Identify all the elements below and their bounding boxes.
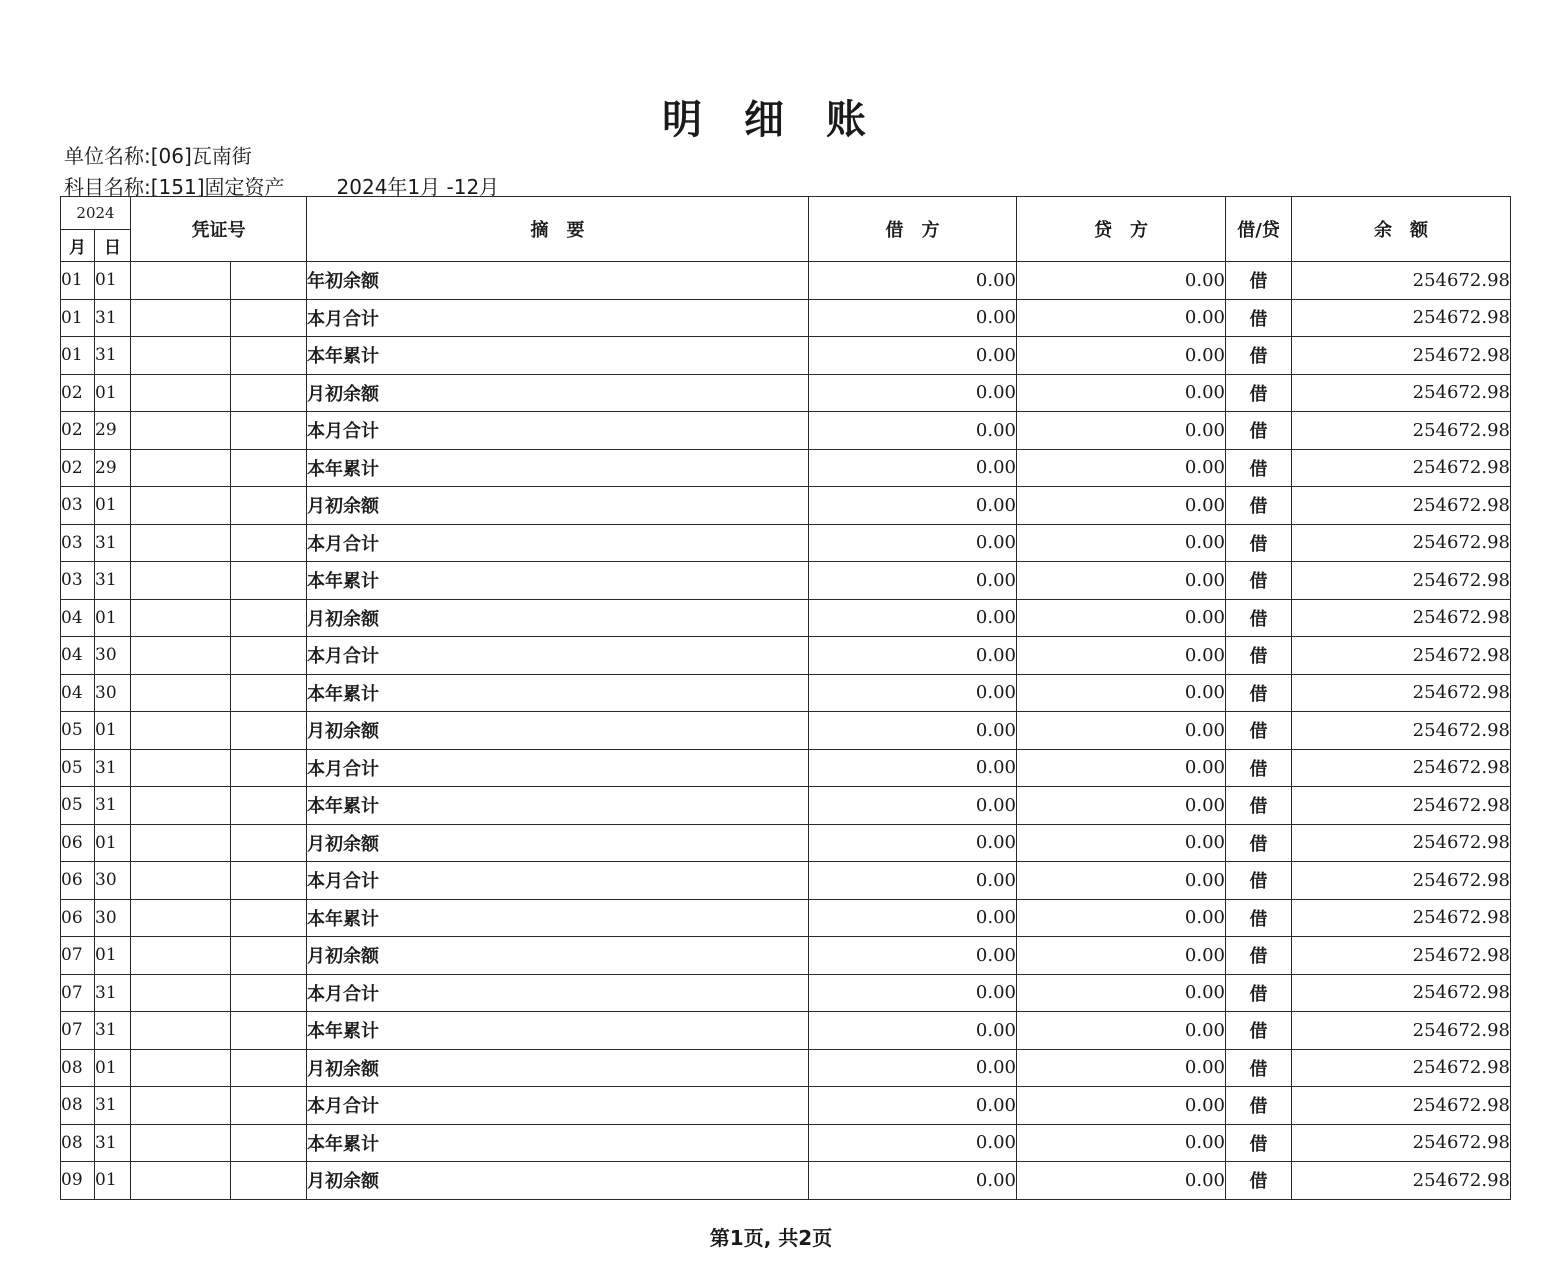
row-direction: 借 [1226, 412, 1292, 450]
row-voucher-type [131, 374, 231, 412]
row-voucher-type [131, 749, 231, 787]
table-row [61, 1087, 1511, 1125]
ledger-table [60, 196, 1511, 1200]
row-day: 31 [95, 562, 131, 600]
table-row [61, 599, 1511, 637]
row-credit: 0.00 [1017, 449, 1226, 487]
row-debit: 0.00 [809, 1049, 1017, 1087]
row-summary: 本年累计 [307, 787, 809, 825]
row-day: 01 [95, 712, 131, 750]
table-row [61, 1162, 1511, 1200]
period-text: 2024年1月 -12月 [336, 175, 500, 199]
row-credit: 0.00 [1017, 374, 1226, 412]
row-debit: 0.00 [809, 712, 1017, 750]
table-row [61, 862, 1511, 900]
table-row [61, 787, 1511, 825]
header-month: 月 [61, 230, 95, 262]
header-voucher: 凭证号 [131, 197, 307, 262]
row-summary: 本年累计 [307, 449, 809, 487]
row-voucher-number [231, 262, 307, 300]
table-row [61, 262, 1511, 300]
row-credit: 0.00 [1017, 262, 1226, 300]
row-month: 09 [61, 1162, 95, 1200]
table-row [61, 1049, 1511, 1087]
row-credit: 0.00 [1017, 1162, 1226, 1200]
table-row [61, 487, 1511, 525]
table-row [61, 449, 1511, 487]
row-month: 06 [61, 899, 95, 937]
row-summary: 本年累计 [307, 337, 809, 375]
row-day: 01 [95, 1162, 131, 1200]
row-voucher-number [231, 299, 307, 337]
row-balance: 254672.98 [1292, 412, 1511, 450]
row-month: 03 [61, 562, 95, 600]
row-debit: 0.00 [809, 787, 1017, 825]
unit-name-text: 单位名称:[06]瓦南街 [64, 144, 252, 168]
row-summary: 本月合计 [307, 749, 809, 787]
row-month: 05 [61, 712, 95, 750]
row-voucher-number [231, 787, 307, 825]
row-voucher-type [131, 1087, 231, 1125]
table-row [61, 974, 1511, 1012]
row-balance: 254672.98 [1292, 337, 1511, 375]
row-voucher-number [231, 749, 307, 787]
row-summary: 月初余额 [307, 824, 809, 862]
row-voucher-number [231, 412, 307, 450]
row-credit: 0.00 [1017, 637, 1226, 675]
table-row [61, 1012, 1511, 1050]
header-balance: 余 额 [1292, 197, 1511, 262]
row-voucher-type [131, 937, 231, 975]
row-summary: 月初余额 [307, 937, 809, 975]
row-voucher-number [231, 562, 307, 600]
row-direction: 借 [1226, 1049, 1292, 1087]
row-voucher-type [131, 487, 231, 525]
row-voucher-number [231, 937, 307, 975]
row-balance: 254672.98 [1292, 1124, 1511, 1162]
row-balance: 254672.98 [1292, 262, 1511, 300]
row-summary: 年初余额 [307, 262, 809, 300]
row-summary: 月初余额 [307, 712, 809, 750]
row-debit: 0.00 [809, 337, 1017, 375]
table-row [61, 749, 1511, 787]
row-debit: 0.00 [809, 1162, 1017, 1200]
row-summary: 本月合计 [307, 637, 809, 675]
row-month: 07 [61, 1012, 95, 1050]
row-debit: 0.00 [809, 487, 1017, 525]
row-day: 31 [95, 299, 131, 337]
row-month: 02 [61, 374, 95, 412]
row-balance: 254672.98 [1292, 487, 1511, 525]
row-direction: 借 [1226, 1124, 1292, 1162]
row-month: 07 [61, 937, 95, 975]
row-credit: 0.00 [1017, 712, 1226, 750]
row-direction: 借 [1226, 1012, 1292, 1050]
table-row [61, 937, 1511, 975]
row-summary: 本月合计 [307, 299, 809, 337]
header-direction: 借/贷 [1226, 197, 1292, 262]
row-credit: 0.00 [1017, 599, 1226, 637]
row-balance: 254672.98 [1292, 899, 1511, 937]
row-month: 02 [61, 449, 95, 487]
row-voucher-type [131, 1162, 231, 1200]
row-voucher-type [131, 412, 231, 450]
row-direction: 借 [1226, 824, 1292, 862]
table-row [61, 299, 1511, 337]
row-voucher-type [131, 974, 231, 1012]
row-direction: 借 [1226, 449, 1292, 487]
row-voucher-type [131, 562, 231, 600]
row-balance: 254672.98 [1292, 599, 1511, 637]
row-day: 01 [95, 374, 131, 412]
table-row [61, 562, 1511, 600]
row-day: 01 [95, 599, 131, 637]
row-day: 01 [95, 1049, 131, 1087]
row-day: 30 [95, 862, 131, 900]
row-month: 01 [61, 337, 95, 375]
row-summary: 月初余额 [307, 374, 809, 412]
row-balance: 254672.98 [1292, 974, 1511, 1012]
row-voucher-number [231, 862, 307, 900]
row-summary: 本月合计 [307, 862, 809, 900]
row-balance: 254672.98 [1292, 1012, 1511, 1050]
row-day: 01 [95, 824, 131, 862]
row-voucher-type [131, 899, 231, 937]
row-voucher-number [231, 1049, 307, 1087]
row-credit: 0.00 [1017, 1049, 1226, 1087]
row-voucher-number [231, 824, 307, 862]
row-debit: 0.00 [809, 637, 1017, 675]
row-debit: 0.00 [809, 824, 1017, 862]
row-credit: 0.00 [1017, 824, 1226, 862]
row-voucher-type [131, 787, 231, 825]
row-day: 30 [95, 899, 131, 937]
row-balance: 254672.98 [1292, 637, 1511, 675]
row-balance: 254672.98 [1292, 862, 1511, 900]
row-summary: 月初余额 [307, 1162, 809, 1200]
row-summary: 月初余额 [307, 487, 809, 525]
row-voucher-number [231, 487, 307, 525]
row-voucher-type [131, 824, 231, 862]
row-balance: 254672.98 [1292, 712, 1511, 750]
row-debit: 0.00 [809, 937, 1017, 975]
row-summary: 本月合计 [307, 1087, 809, 1125]
row-voucher-type [131, 1124, 231, 1162]
header-summary: 摘 要 [307, 197, 809, 262]
row-direction: 借 [1226, 787, 1292, 825]
row-direction: 借 [1226, 1087, 1292, 1125]
table-row [61, 524, 1511, 562]
row-direction: 借 [1226, 524, 1292, 562]
row-summary: 本年累计 [307, 1124, 809, 1162]
row-voucher-type [131, 299, 231, 337]
row-balance: 254672.98 [1292, 374, 1511, 412]
row-credit: 0.00 [1017, 674, 1226, 712]
row-direction: 借 [1226, 599, 1292, 637]
row-direction: 借 [1226, 299, 1292, 337]
row-voucher-number [231, 899, 307, 937]
row-credit: 0.00 [1017, 487, 1226, 525]
row-voucher-number [231, 374, 307, 412]
row-voucher-type [131, 1049, 231, 1087]
table-row [61, 374, 1511, 412]
row-credit: 0.00 [1017, 937, 1226, 975]
row-debit: 0.00 [809, 524, 1017, 562]
row-credit: 0.00 [1017, 412, 1226, 450]
row-debit: 0.00 [809, 1012, 1017, 1050]
row-balance: 254672.98 [1292, 1049, 1511, 1087]
row-month: 03 [61, 524, 95, 562]
row-direction: 借 [1226, 674, 1292, 712]
row-balance: 254672.98 [1292, 1162, 1511, 1200]
header-credit: 贷 方 [1017, 197, 1226, 262]
row-day: 31 [95, 1124, 131, 1162]
header-debit: 借 方 [809, 197, 1017, 262]
row-voucher-number [231, 449, 307, 487]
row-summary: 本年累计 [307, 562, 809, 600]
row-direction: 借 [1226, 862, 1292, 900]
row-day: 31 [95, 524, 131, 562]
table-row [61, 1124, 1511, 1162]
row-direction: 借 [1226, 937, 1292, 975]
row-month: 02 [61, 412, 95, 450]
row-credit: 0.00 [1017, 862, 1226, 900]
row-direction: 借 [1226, 337, 1292, 375]
row-debit: 0.00 [809, 974, 1017, 1012]
row-debit: 0.00 [809, 412, 1017, 450]
row-debit: 0.00 [809, 1124, 1017, 1162]
row-debit: 0.00 [809, 562, 1017, 600]
row-credit: 0.00 [1017, 787, 1226, 825]
row-credit: 0.00 [1017, 899, 1226, 937]
row-direction: 借 [1226, 262, 1292, 300]
row-day: 31 [95, 1012, 131, 1050]
row-month: 04 [61, 637, 95, 675]
row-balance: 254672.98 [1292, 674, 1511, 712]
row-month: 08 [61, 1124, 95, 1162]
row-balance: 254672.98 [1292, 937, 1511, 975]
row-balance: 254672.98 [1292, 1087, 1511, 1125]
row-direction: 借 [1226, 487, 1292, 525]
row-credit: 0.00 [1017, 749, 1226, 787]
row-day: 01 [95, 487, 131, 525]
row-debit: 0.00 [809, 749, 1017, 787]
row-voucher-type [131, 1012, 231, 1050]
row-day: 29 [95, 412, 131, 450]
row-summary: 本年累计 [307, 1012, 809, 1050]
table-row [61, 674, 1511, 712]
row-credit: 0.00 [1017, 524, 1226, 562]
table-row [61, 712, 1511, 750]
subject-name-text: 科目名称:[151]固定资产 [64, 175, 285, 199]
row-voucher-type [131, 862, 231, 900]
row-summary: 本月合计 [307, 412, 809, 450]
row-month: 08 [61, 1049, 95, 1087]
row-credit: 0.00 [1017, 337, 1226, 375]
row-credit: 0.00 [1017, 1087, 1226, 1125]
row-voucher-type [131, 262, 231, 300]
page-title: 明 细 账 [662, 97, 880, 143]
row-direction: 借 [1226, 712, 1292, 750]
row-month: 04 [61, 674, 95, 712]
row-debit: 0.00 [809, 674, 1017, 712]
row-debit: 0.00 [809, 449, 1017, 487]
row-balance: 254672.98 [1292, 824, 1511, 862]
row-balance: 254672.98 [1292, 787, 1511, 825]
row-month: 05 [61, 787, 95, 825]
row-balance: 254672.98 [1292, 299, 1511, 337]
row-credit: 0.00 [1017, 299, 1226, 337]
row-day: 01 [95, 262, 131, 300]
row-debit: 0.00 [809, 299, 1017, 337]
table-row [61, 899, 1511, 937]
row-day: 01 [95, 937, 131, 975]
row-debit: 0.00 [809, 599, 1017, 637]
row-voucher-type [131, 599, 231, 637]
row-direction: 借 [1226, 1162, 1292, 1200]
row-credit: 0.00 [1017, 1012, 1226, 1050]
row-day: 31 [95, 749, 131, 787]
row-month: 06 [61, 862, 95, 900]
unit-name [64, 140, 252, 169]
row-summary: 本年累计 [307, 899, 809, 937]
row-voucher-number [231, 712, 307, 750]
row-voucher-number [231, 1124, 307, 1162]
row-debit: 0.00 [809, 1087, 1017, 1125]
row-voucher-type [131, 337, 231, 375]
row-direction: 借 [1226, 562, 1292, 600]
row-voucher-number [231, 599, 307, 637]
row-day: 31 [95, 974, 131, 1012]
row-day: 31 [95, 1087, 131, 1125]
row-debit: 0.00 [809, 262, 1017, 300]
row-voucher-number [231, 524, 307, 562]
row-direction: 借 [1226, 974, 1292, 1012]
row-summary: 本月合计 [307, 974, 809, 1012]
row-balance: 254672.98 [1292, 449, 1511, 487]
row-day: 31 [95, 787, 131, 825]
row-voucher-number [231, 974, 307, 1012]
row-voucher-number [231, 1012, 307, 1050]
row-balance: 254672.98 [1292, 562, 1511, 600]
row-day: 30 [95, 674, 131, 712]
table-row [61, 412, 1511, 450]
ledger-body [61, 262, 1511, 1200]
row-voucher-type [131, 712, 231, 750]
table-row [61, 637, 1511, 675]
row-debit: 0.00 [809, 374, 1017, 412]
row-voucher-number [231, 1162, 307, 1200]
row-debit: 0.00 [809, 899, 1017, 937]
page-footer: 第1页, 共2页 [709, 1226, 833, 1250]
row-summary: 本月合计 [307, 524, 809, 562]
row-credit: 0.00 [1017, 974, 1226, 1012]
row-month: 01 [61, 262, 95, 300]
row-day: 31 [95, 337, 131, 375]
row-day: 29 [95, 449, 131, 487]
header-year: 2024 [61, 197, 131, 230]
row-debit: 0.00 [809, 862, 1017, 900]
header-day: 日 [95, 230, 131, 262]
row-direction: 借 [1226, 899, 1292, 937]
row-month: 01 [61, 299, 95, 337]
row-credit: 0.00 [1017, 1124, 1226, 1162]
row-voucher-number [231, 337, 307, 375]
row-voucher-number [231, 674, 307, 712]
row-voucher-number [231, 637, 307, 675]
row-summary: 本年累计 [307, 674, 809, 712]
row-summary: 月初余额 [307, 1049, 809, 1087]
row-month: 08 [61, 1087, 95, 1125]
row-summary: 月初余额 [307, 599, 809, 637]
row-voucher-type [131, 524, 231, 562]
row-voucher-type [131, 674, 231, 712]
row-month: 06 [61, 824, 95, 862]
row-voucher-number [231, 1087, 307, 1125]
row-direction: 借 [1226, 637, 1292, 675]
row-voucher-type [131, 637, 231, 675]
row-balance: 254672.98 [1292, 524, 1511, 562]
row-month: 05 [61, 749, 95, 787]
row-voucher-type [131, 449, 231, 487]
row-direction: 借 [1226, 749, 1292, 787]
row-balance: 254672.98 [1292, 749, 1511, 787]
row-month: 04 [61, 599, 95, 637]
row-credit: 0.00 [1017, 562, 1226, 600]
row-month: 03 [61, 487, 95, 525]
row-day: 30 [95, 637, 131, 675]
table-row [61, 337, 1511, 375]
row-direction: 借 [1226, 374, 1292, 412]
table-row [61, 824, 1511, 862]
row-month: 07 [61, 974, 95, 1012]
